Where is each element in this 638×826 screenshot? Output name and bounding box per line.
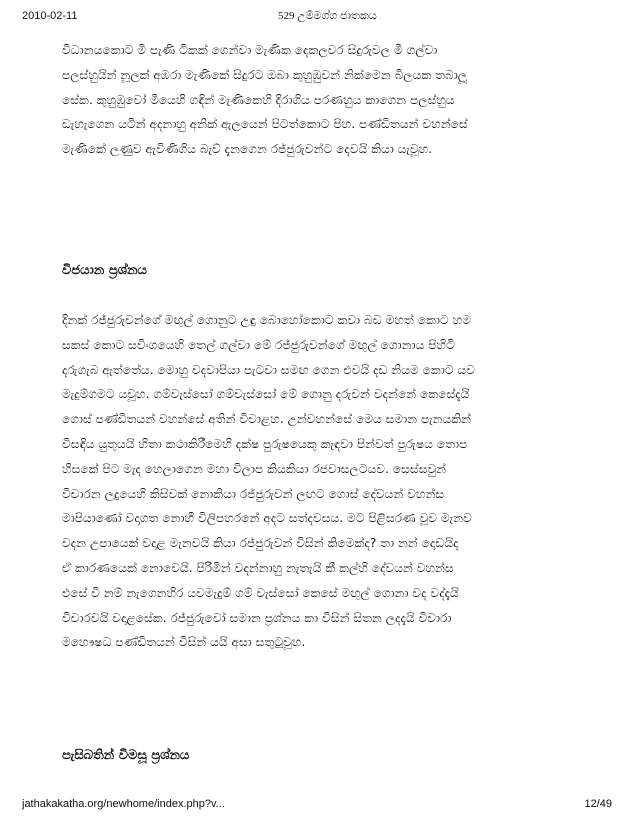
header-date: 2010-02-11 <box>22 10 78 22</box>
paragraph-line: සේක. කුහුඹුවෝ මීයෙහි ගඳින් මැණිකෙහි දිරාගිය පරණහුය කාගෙන පලස්හුය <box>62 92 455 107</box>
paragraph-line: මහෞෂධ පණ්ඩිතයන් විසින් යයි අසා සතුටුවූහ. <box>62 635 306 650</box>
footer-page-number: 12/49 <box>584 798 612 810</box>
paragraph-line: විධානයකොට මී පැණි ටිකක් ගෙන්වා මැණික දෙකලවර සිදුරුවල මී ගල්වා <box>62 43 438 57</box>
paragraph-line: පලස්හුයින් නූලක් අඹරා මැණිකේ සිදුරට ඔබා කුහුඹුවන් නික්මෙන බිලයක තබාලූ <box>62 67 468 82</box>
footer-url: jathakakatha.org/newhome/index.php?v... <box>22 798 225 810</box>
paragraph-line: විසඳිය යුතුයයි හිතා කථාකිරීමෙහි දක්ෂ පුරුෂයෙකු කැඳවා පින්වත් පුරුෂය තොප <box>62 436 468 451</box>
paragraph-line: මැණිකේ ලණුව ඇවිණිගිය බැව් දැනගෙන රජ්ජුරුවන්ට දෙවයි කියා යැවූහ. <box>62 142 433 157</box>
paragraph-line: මාපියාණෝ වදාගත නොහී විලිපහරනේ අදට සත්දවසය. මට පිළිසරණ වූව මැනව <box>62 511 472 526</box>
intro-paragraph <box>62 38 607 162</box>
paragraph-line: ඒ කාරණයෙක් නොවෙයි. පිරිමින් වදන්නාහු නැතැයි කී කල්හි දේවයන් වහන්ස <box>62 560 454 575</box>
paragraph-line: ඩැහැගෙන යටින් අදනාහු අනික් ඇලයෙන් පිටත්කොට පිහ. පණ්ඩිතයන් වහන්සේ <box>62 117 468 132</box>
paragraph-line: හිසකේ පිට මැද හෙලාගෙන මහා විලාප කියකියා රජවාසලටයව. සෙස්සවුන් <box>62 461 447 476</box>
paragraph-line: දිනක් රජ්ජුරුවන්ගේ මඟුල් ගොනුට උඳු බොහෝකොට කවා බඩ මහත් කොට හම <box>62 312 471 327</box>
paragraph-line: විචාරන ලදුයෙහි කිසිවක් නොකියා රජ්ජුරුවන් ලඟට ගොස් දේවයන් වහන්ස <box>62 486 445 501</box>
section-heading-vijayana: විජයාන ප්‍රශ්නය <box>62 262 147 278</box>
paragraph-line: සකස් කොට සවිංගයෙහි තෙල් ගල්වා මේ රජ්ජුරුවන්ගේ මඟුල් ගොනාය පිහිටි <box>62 337 455 352</box>
header-title: 529 උම්මග්ග ජාතකය <box>278 10 377 22</box>
section-heading-pasibath: පැසිබතින් විමසූ ප්‍රශ්නය <box>62 748 190 764</box>
paragraph-line: දරුගැබ ඇත්තේය. මොහු වදවාපියා පැටවා සමඟ ගෙන එවයි දඩ නියම කොට යව <box>62 362 475 377</box>
paragraph-line: මැදුම්ගමට යවූහ. ගම්වැස්සෝ ගම්වැස්සෝ මේ ගොනු දරුවන් වදන්නේ කෙසේදැයි <box>62 387 470 402</box>
paragraph-line: වදන උපායෙක් වදාළ මැනවයි කියා රජ්ජුරුවන් විසින් කිමෙක්ද? තා නන් දොඩයිද <box>62 536 459 551</box>
section-paragraph <box>62 308 607 655</box>
paragraph-line: ගොස් පණ්ඩිතයන් වහන්සේ අතින් විචාළහ. උන්වහන්සේ මෙය සමාන පැනයකින් <box>62 412 472 427</box>
paragraph-line: එසේ වී නම් නැගෙනහිර යවමැදුම් ගම් වැස්සෝ කෙසේ මඟුල් ගොනා වද වද්දැයි <box>62 585 459 600</box>
page-content <box>62 30 607 767</box>
paragraph-line: විචාරවයි වදාළසේක. රජ්ජුරුවෝ සමාන ප්‍රශ්නය කා විසින් සිතන ලදදැයි විචාරා <box>62 610 452 625</box>
